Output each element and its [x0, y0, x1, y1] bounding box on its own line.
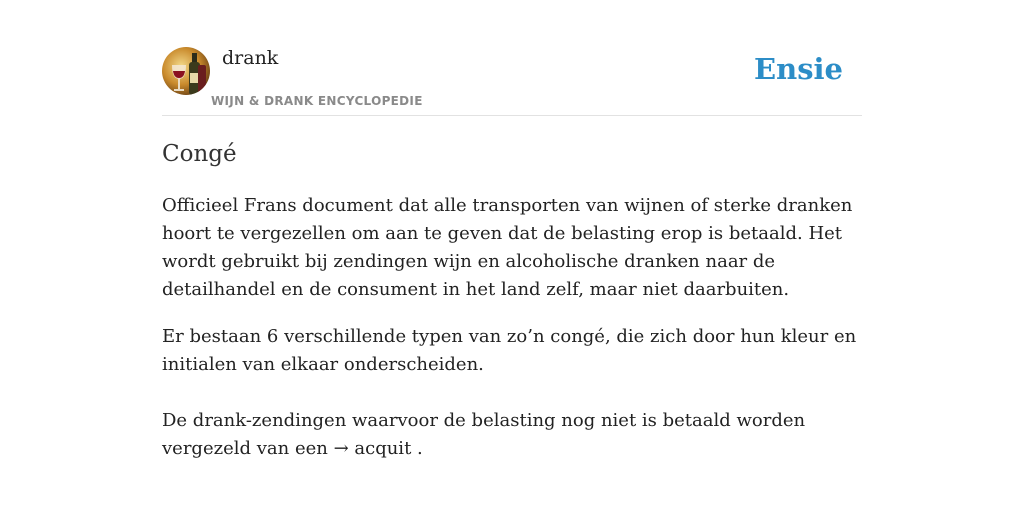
page-container	[162, 0, 862, 512]
ensie-logo-link[interactable]: Ensie	[754, 52, 843, 86]
article-paragraph-1: Officieel Frans document dat alle transporten van wijnen of sterke dranken hoort te vergezellen om aan te geven dat de belasting erop is betaald. Het wordt gebruikt bij zendingen wijn en alcoholische dranken naar de detailhandel en de consument in het land zelf, maar niet daarbuiten.	[162, 195, 853, 300]
article-paragraph-3	[162, 407, 862, 463]
article-title: Congé	[162, 141, 237, 167]
acquit-link[interactable]: → acquit	[333, 438, 412, 459]
site-subtitle: WIJN & DRANK ENCYCLOPEDIE	[211, 94, 423, 108]
paragraph-3-text: De drank-zendingen waarvoor de belasting nog niet is betaald worden vergezeld van een	[162, 410, 806, 459]
article-paragraph-2: Er bestaan 6 verschillende typen van zo’n congé, die zich door hun kleur en initialen van elkaar onderscheiden.	[162, 326, 857, 375]
site-name[interactable]: drank	[222, 47, 279, 69]
wine-bottle-avatar-icon[interactable]	[162, 47, 210, 95]
header-divider	[162, 115, 862, 116]
paragraph-3-end: .	[411, 438, 423, 459]
